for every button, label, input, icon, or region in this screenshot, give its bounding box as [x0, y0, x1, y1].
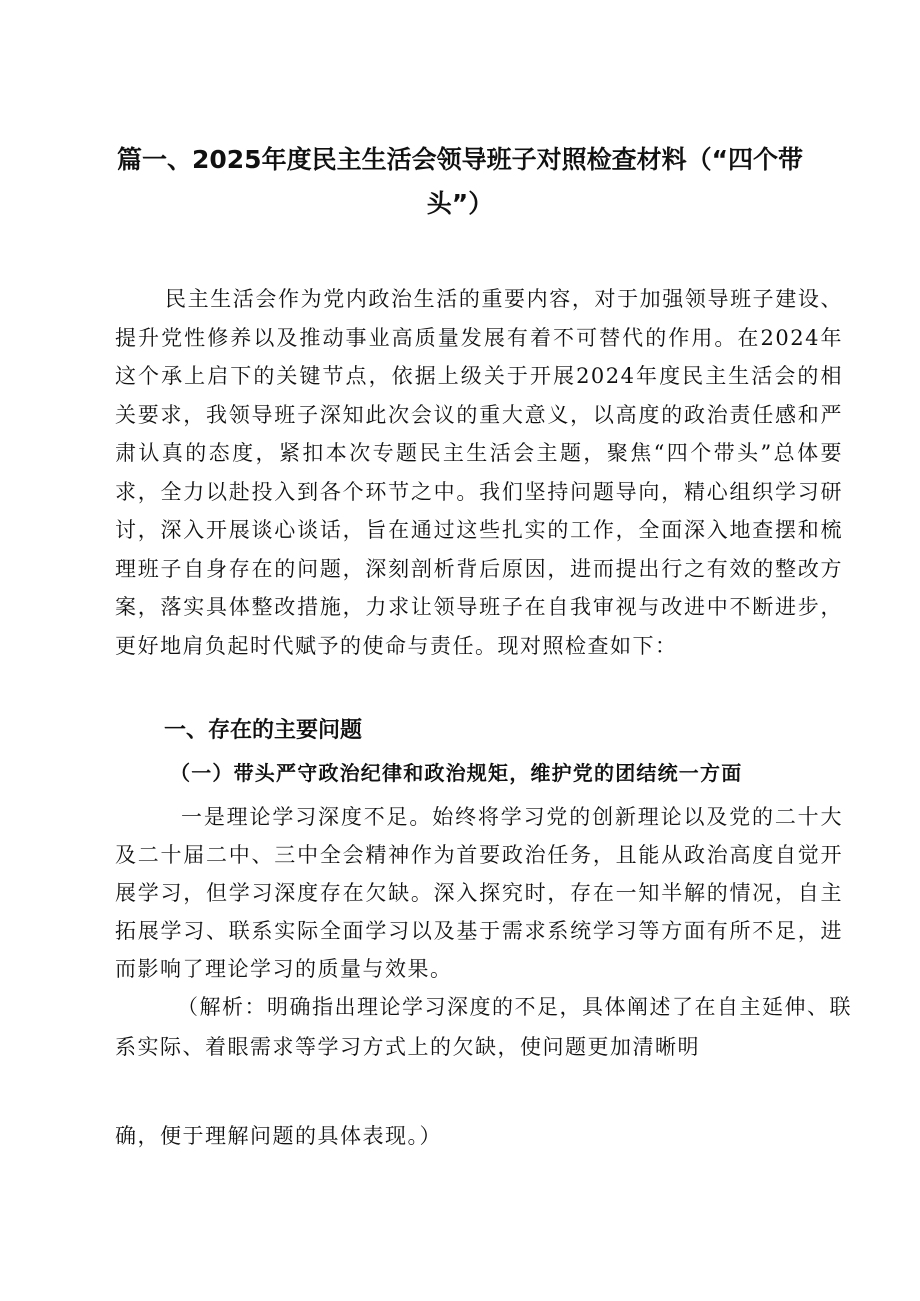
- point-paragraph: 一是理论学习深度不足。始终将学习党的创新理论以及党的二十大及二十届二中、三中全会精神作为首要政治任务，且能从政治高度自觉开展学习，但学习深度存在欠缺。深入探究时，存在一知半解的情况，自主拓展学习、联系实际全面学习以及基于需求系统学习等方面有所不足，进而影响了理论学习的质量与效果。: [115, 805, 843, 981]
- subsection-heading: （一）带头严守政治纪律和政治规矩，维护党的团结统一方面: [170, 761, 743, 785]
- analysis-note-part2: 确，便于理解问题的具体表现。）: [115, 1124, 442, 1148]
- document-title: 篇一、2025年度民主生活会领导班子对照检查材料（“四个带头”）: [116, 145, 803, 218]
- section-heading: 一、存在的主要问题: [164, 718, 363, 743]
- intro-paragraph: 民主生活会作为党内政治生活的重要内容，对于加强领导班子建设、提升党性修养以及推动事业高质量发展有着不可替代的作用。在2024年这个承上启下的关键节点，依据上级关于开展2024年度民主生活会的相关要求，我领导班子深知此次会议的重大意义，以高度的政治责任感和严肃认真的态度，紧扣本次专题民主生活会主题，聚焦“四个带头”总体要求，全力以赴投入到各个环节之中。我们坚持问题导向，精心组织学习研讨，深入开展谈心谈话，旨在通过这些扎实的工作，全面深入地查摆和梳理班子自身存在的问题，深刻剖析背后原因，进而提出行之有效的整改方案，落实具体整改措施，力求让领导班子在自我审视与改进中不断进步，更好地肩负起时代赋予的使命与责任。现对照检查如下：: [115, 287, 843, 658]
- analysis-note-part1: （解析：明确指出理论学习深度的不足，具体阐述了在自主延伸、联系实际、着眼需求等学习方式上的欠缺，使问题更加清晰明: [115, 995, 852, 1059]
